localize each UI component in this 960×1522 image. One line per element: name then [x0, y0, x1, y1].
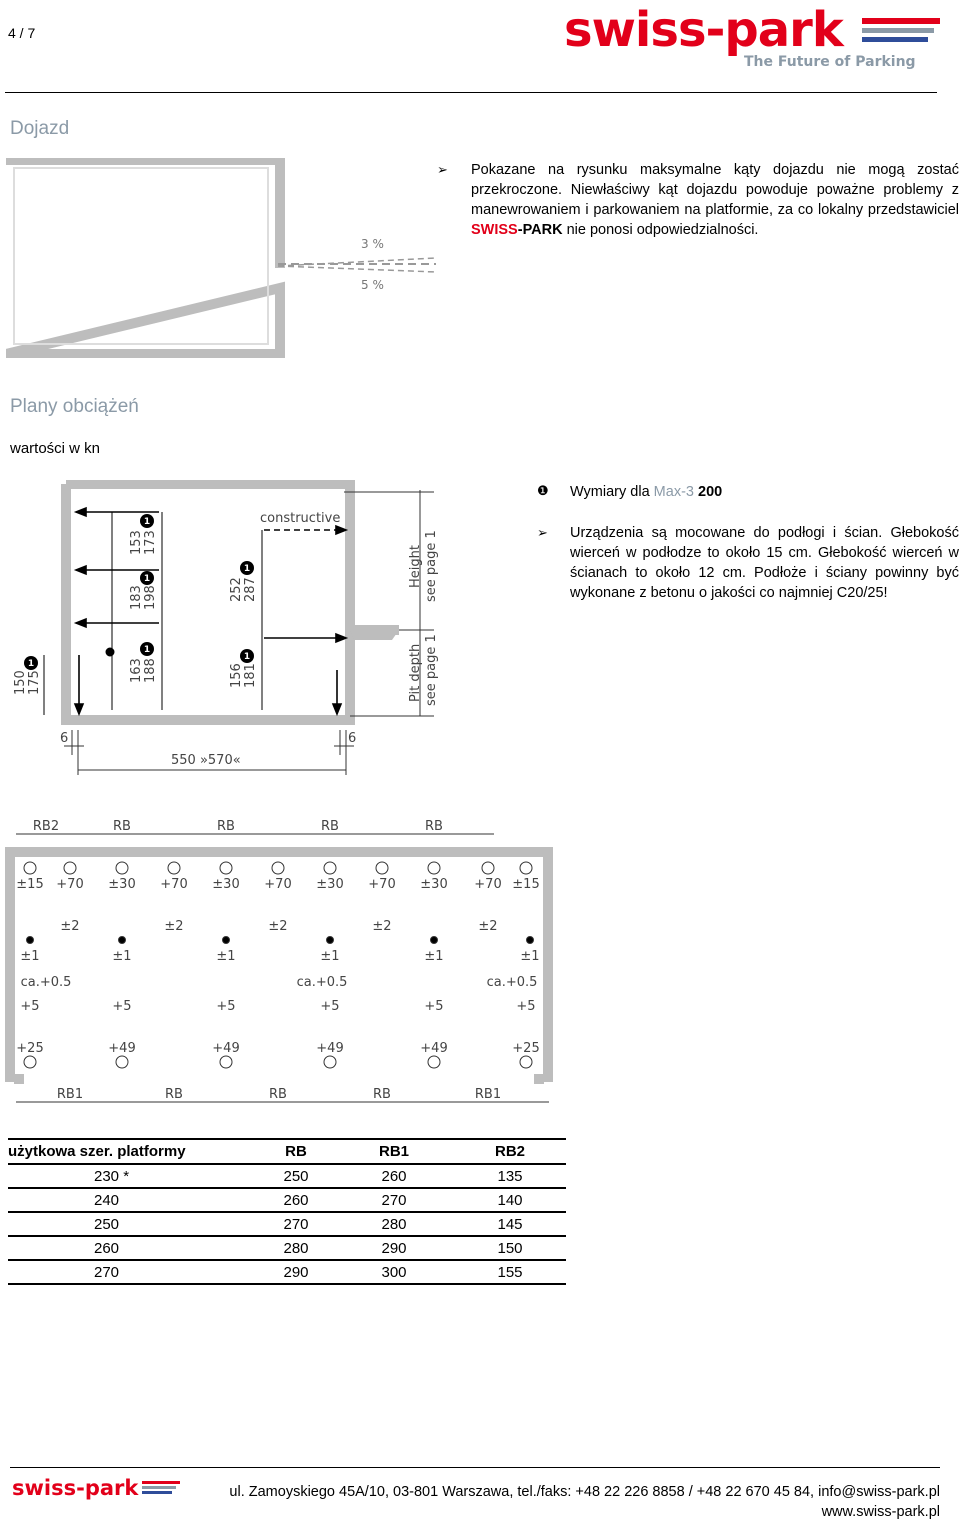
- plan-label: RB: [269, 1087, 287, 1102]
- load-point: [27, 937, 34, 944]
- svg-text:550 »570«: 550 »570«: [171, 753, 241, 768]
- logo-text: swiss-park: [564, 4, 843, 58]
- plan-label: +70: [56, 877, 84, 892]
- plan-label: +49: [108, 1041, 136, 1056]
- plan-label: RB: [165, 1087, 183, 1102]
- table-cell: 240: [8, 1188, 258, 1212]
- table-cell: 135: [454, 1164, 566, 1188]
- svg-text:153: 153: [129, 530, 144, 555]
- plan-label: +49: [420, 1041, 448, 1056]
- plan-label: +70: [368, 877, 396, 892]
- svg-text:Height: Height: [408, 545, 423, 588]
- svg-text:1: 1: [243, 564, 251, 574]
- anchor-point: [116, 862, 128, 874]
- plan-label: RB: [113, 819, 131, 834]
- load-plan-diagram: [4, 810, 564, 1115]
- svg-text:188: 188: [143, 658, 158, 683]
- plan-label: +25: [512, 1041, 540, 1056]
- plan-label: +5: [516, 999, 536, 1014]
- svg-text:swiss-park: swiss-park: [12, 1476, 139, 1500]
- svg-text:1: 1: [243, 652, 251, 662]
- section-title-loads: Plany obciążeń: [10, 396, 139, 417]
- plan-label: RB1: [474, 1087, 502, 1102]
- angle-3: 3 %: [361, 237, 384, 251]
- svg-text:173: 173: [143, 530, 158, 555]
- plan-label: +25: [16, 1041, 44, 1056]
- table-row: [8, 1212, 566, 1236]
- plan-label: +70: [264, 877, 292, 892]
- load-point: [431, 937, 438, 944]
- footer-contact: [229, 1482, 940, 1522]
- table-cell: 260: [8, 1236, 258, 1260]
- units-label: wartości w kn: [10, 440, 101, 457]
- table-cell: 260: [258, 1188, 334, 1212]
- logo-tagline: The Future of Parking: [744, 54, 916, 70]
- plan-label: ±2: [60, 919, 80, 934]
- table-row: [8, 1236, 566, 1260]
- plan-label: +5: [424, 999, 444, 1014]
- section-diagram: [4, 480, 454, 780]
- svg-text:198: 198: [143, 585, 158, 610]
- column-header: użytkowa szer. platformy: [8, 1139, 258, 1164]
- anchor-point: [24, 862, 36, 874]
- plan-label: +5: [20, 999, 40, 1014]
- anchor-point: [520, 862, 532, 874]
- footer-logo: [12, 1476, 182, 1500]
- plan-label: ±15: [16, 877, 44, 892]
- plan-label: ±1: [20, 949, 40, 964]
- anchor-point: [24, 1056, 36, 1068]
- load-point: [527, 937, 534, 944]
- plan-label: ±1: [424, 949, 444, 964]
- header-divider: [5, 92, 937, 93]
- table-row: [8, 1164, 566, 1188]
- table-cell: 250: [258, 1164, 334, 1188]
- plan-label: ±1: [320, 949, 340, 964]
- svg-text:150: 150: [13, 670, 28, 695]
- table-cell: 290: [258, 1260, 334, 1284]
- footer-divider: [10, 1467, 940, 1468]
- column-header: RB1: [334, 1139, 454, 1164]
- svg-text:6: 6: [348, 731, 357, 746]
- plan-label: ±2: [164, 919, 184, 934]
- arrow-bullet-icon: ➢: [537, 525, 548, 540]
- page-number: 4 / 7: [8, 25, 36, 41]
- anchor-point: [520, 1056, 532, 1068]
- plan-label: RB: [373, 1087, 391, 1102]
- anchor-point: [482, 862, 494, 874]
- mounting-note: Urządzenia są mocowane do podłogi i ścian. Głebokość wierceń w podłodze to około 15 cm. Głebokość wierceń w ścianach to około 12 cm. Podłoże i ściany powinny być wykonane z betonu o jakości co najmniej C20/25!: [570, 525, 959, 601]
- svg-text:252: 252: [229, 577, 244, 602]
- svg-text:175: 175: [27, 670, 42, 695]
- svg-text:6: 6: [60, 731, 69, 746]
- plan-label: ±2: [268, 919, 288, 934]
- table-cell: 270: [258, 1212, 334, 1236]
- constructive-label: constructive: [260, 511, 341, 526]
- anchor-point: [324, 1056, 336, 1068]
- svg-text:see page 1: see page 1: [424, 530, 439, 602]
- svg-text:1: 1: [143, 645, 151, 655]
- table-row: [8, 1188, 566, 1212]
- plan-label: +70: [160, 877, 188, 892]
- plan-label: ±1: [520, 949, 540, 964]
- plan-label: RB1: [56, 1087, 84, 1102]
- dimensions-note: Wymiary dla Max-3 200: [570, 484, 723, 500]
- table-cell: 280: [258, 1236, 334, 1260]
- table-row: [8, 1260, 566, 1284]
- plan-label: ±15: [512, 877, 540, 892]
- svg-text:183: 183: [129, 585, 144, 610]
- anchor-point: [428, 862, 440, 874]
- table-cell: 290: [334, 1236, 454, 1260]
- anchor-point: [272, 862, 284, 874]
- plan-label: ca.+0.5: [486, 975, 538, 990]
- plan-label: ±30: [212, 877, 240, 892]
- table-cell: 230 *: [8, 1164, 258, 1188]
- plan-label: RB: [425, 819, 443, 834]
- approach-diagram: [6, 158, 446, 358]
- plan-label: +49: [316, 1041, 344, 1056]
- svg-text:Pit depth: Pit depth: [408, 643, 423, 702]
- table-cell: 145: [454, 1212, 566, 1236]
- table-cell: 270: [334, 1188, 454, 1212]
- plan-label: ±1: [216, 949, 236, 964]
- column-header: RB2: [454, 1139, 566, 1164]
- anchor-point: [116, 1056, 128, 1068]
- plan-label: RB2: [32, 819, 60, 834]
- plan-label: +5: [112, 999, 132, 1014]
- svg-text:1: 1: [143, 517, 151, 527]
- table-cell: 260: [334, 1164, 454, 1188]
- plan-label: +5: [216, 999, 236, 1014]
- load-point: [327, 937, 334, 944]
- footer-address: ul. Zamoyskiego 45A/10, 03-801 Warszawa, tel./faks: +48 22 226 8858 / +48 22 670 45 84, info@swiss-park.pl: [229, 1484, 940, 1500]
- anchor-point: [168, 862, 180, 874]
- table-cell: 300: [334, 1260, 454, 1284]
- number-one-bullet-icon: ❶: [537, 483, 549, 498]
- plan-label: RB: [321, 819, 339, 834]
- svg-text:1: 1: [27, 659, 35, 669]
- arrow-bullet-icon: ➢: [437, 162, 448, 177]
- plan-label: ±2: [372, 919, 392, 934]
- column-header: RB: [258, 1139, 334, 1164]
- table-cell: 280: [334, 1212, 454, 1236]
- svg-text:287: 287: [243, 577, 258, 602]
- plan-label: RB: [217, 819, 235, 834]
- svg-text:see page 1: see page 1: [424, 634, 439, 706]
- plan-label: +70: [474, 877, 502, 892]
- plan-label: +49: [212, 1041, 240, 1056]
- table-cell: 150: [454, 1236, 566, 1260]
- approach-note: Pokazane na rysunku maksymalne kąty dojazdu nie mogą zostać przekroczone. Niewłaściwy kąt dojazdu powoduje poważne problemy z manewrowaniem i parkowaniem na platformie, za co lokalny przedstawiciel SWISS-PARK nie ponosi odpowiedzialności.: [471, 162, 959, 238]
- anchor-point: [220, 862, 232, 874]
- load-point: [223, 937, 230, 944]
- table-cell: 140: [454, 1188, 566, 1212]
- plan-label: ±30: [420, 877, 448, 892]
- plan-label: +5: [320, 999, 340, 1014]
- anchor-point: [376, 862, 388, 874]
- table-header-row: [8, 1139, 566, 1164]
- plan-label: ca.+0.5: [296, 975, 348, 990]
- table-cell: 155: [454, 1260, 566, 1284]
- svg-text:156: 156: [229, 663, 244, 688]
- anchor-point: [324, 862, 336, 874]
- svg-text:1: 1: [143, 574, 151, 584]
- swiss-park-logo: [562, 4, 942, 74]
- plan-label: ±30: [316, 877, 344, 892]
- anchor-point: [428, 1056, 440, 1068]
- table-cell: 250: [8, 1212, 258, 1236]
- svg-text:163: 163: [129, 658, 144, 683]
- plan-label: ±2: [478, 919, 498, 934]
- load-point: [119, 937, 126, 944]
- svg-text:181: 181: [243, 663, 258, 688]
- plan-label: ±1: [112, 949, 132, 964]
- footer-website: www.swiss-park.pl: [821, 1504, 940, 1520]
- table-cell: 270: [8, 1260, 258, 1284]
- load-table: [8, 1138, 566, 1285]
- plan-label: ±30: [108, 877, 136, 892]
- plan-label: ca.+0.5: [20, 975, 72, 990]
- anchor-point: [64, 862, 76, 874]
- section-title-dojazd: Dojazd: [10, 118, 70, 139]
- anchor-point: [220, 1056, 232, 1068]
- angle-5: 5 %: [361, 278, 384, 292]
